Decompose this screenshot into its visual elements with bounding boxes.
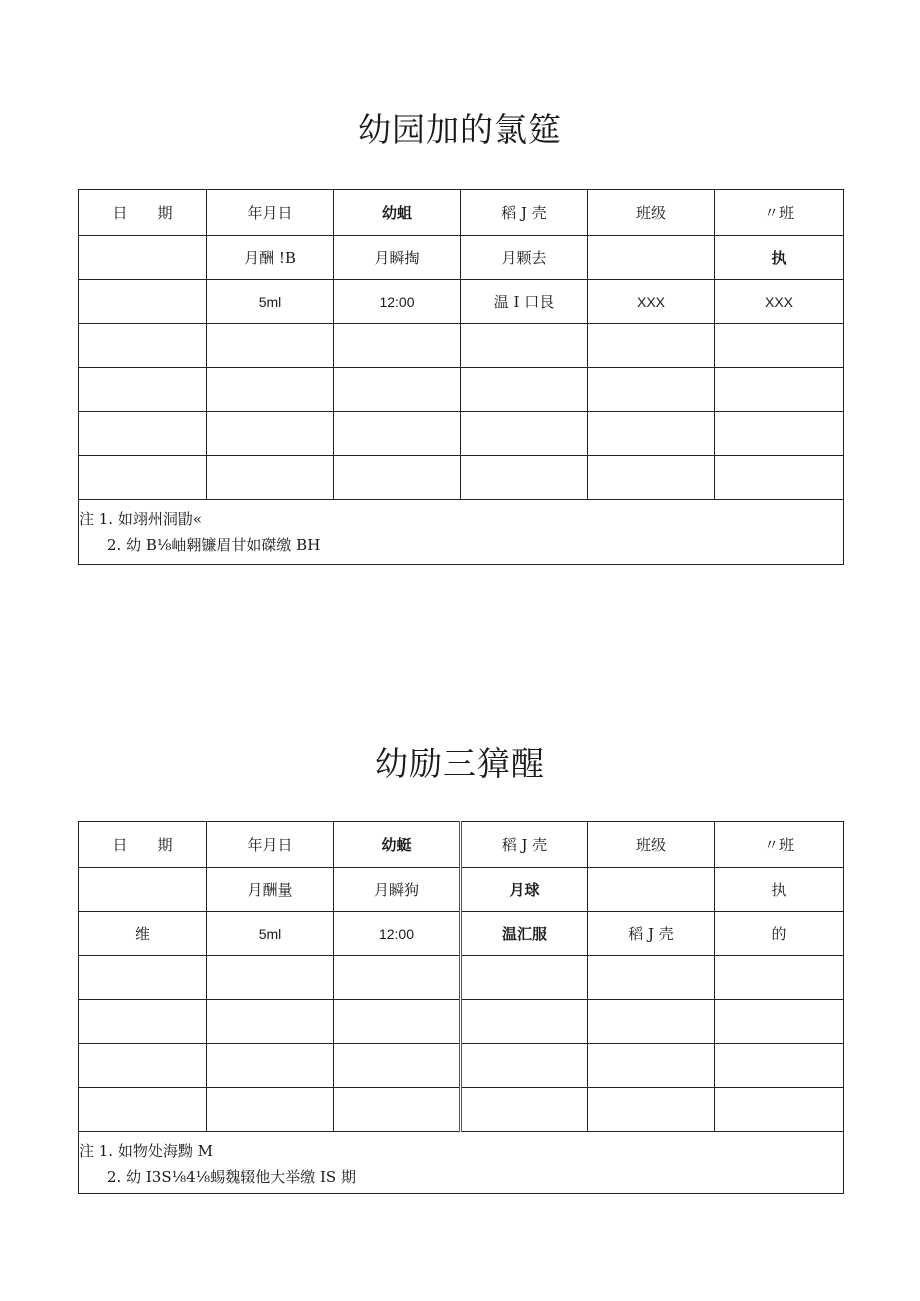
note-line-1: 注 1. 如物处海黝 M bbox=[79, 1142, 213, 1160]
table-cell bbox=[79, 1000, 207, 1044]
table-cell bbox=[715, 412, 844, 456]
table-cell: 12:00 bbox=[334, 280, 461, 324]
table-cell bbox=[461, 1088, 588, 1132]
table-cell bbox=[588, 412, 715, 456]
note-line-2: 2. 幼 I3S⅛4⅛蜴魏辍他大举缴 IS 期 bbox=[107, 1168, 356, 1186]
table-cell bbox=[461, 324, 588, 368]
table-cell: 月球 bbox=[461, 868, 588, 912]
table-cell bbox=[334, 368, 461, 412]
table-cell: 执 bbox=[715, 868, 844, 912]
table-cell bbox=[334, 456, 461, 500]
table-cell bbox=[588, 868, 715, 912]
notes-cell bbox=[79, 500, 844, 565]
table-cell: 执 bbox=[715, 236, 844, 280]
table-cell bbox=[588, 368, 715, 412]
table-cell bbox=[461, 1000, 588, 1044]
table-row bbox=[79, 456, 844, 500]
table-cell bbox=[461, 412, 588, 456]
note-line-1: 注 1. 如翊州洞勖« bbox=[79, 510, 203, 528]
header-cell: 幼蛆 bbox=[334, 190, 461, 236]
header-cell: 〃班 bbox=[715, 190, 844, 236]
section2-table bbox=[78, 821, 844, 1194]
header-cell: 稻 J 壳 bbox=[461, 190, 588, 236]
table-row bbox=[79, 868, 844, 912]
table-cell bbox=[334, 1088, 461, 1132]
table-cell: 月酬 !B bbox=[207, 236, 334, 280]
table-cell bbox=[207, 456, 334, 500]
notes-cell bbox=[79, 1132, 844, 1194]
table-cell bbox=[207, 1088, 334, 1132]
table-cell bbox=[588, 1000, 715, 1044]
section2-title: 幼励三獐醒 bbox=[375, 744, 545, 783]
table-row bbox=[79, 1000, 844, 1044]
table-cell: 5ml bbox=[207, 912, 334, 956]
table-cell bbox=[334, 956, 461, 1000]
table-cell bbox=[334, 1000, 461, 1044]
table-row bbox=[79, 412, 844, 456]
table-cell: 温 I 口艮 bbox=[461, 280, 588, 324]
table-cell bbox=[715, 1088, 844, 1132]
header-cell: 幼蜓 bbox=[334, 822, 461, 868]
table-cell bbox=[715, 1044, 844, 1088]
table-cell bbox=[715, 324, 844, 368]
table-row bbox=[79, 324, 844, 368]
table-row bbox=[79, 280, 844, 324]
table-cell bbox=[715, 368, 844, 412]
table-row bbox=[79, 1088, 844, 1132]
table-cell bbox=[715, 456, 844, 500]
note-line-2: 2. 幼 B⅛岫翱镰眉甘如磔缴 BH bbox=[107, 536, 321, 554]
table-cell: 12:00 bbox=[334, 912, 461, 956]
table-cell bbox=[334, 412, 461, 456]
header-cell: 班级 bbox=[588, 822, 715, 868]
table-cell bbox=[588, 324, 715, 368]
header-cell: 年月日 bbox=[207, 190, 334, 236]
header-cell: 日 期 bbox=[79, 822, 207, 868]
table-cell bbox=[79, 368, 207, 412]
table-row bbox=[79, 912, 844, 956]
table-row bbox=[79, 236, 844, 280]
table-cell bbox=[207, 368, 334, 412]
table-header-row bbox=[79, 822, 844, 868]
table-cell: 月酬量 bbox=[207, 868, 334, 912]
table-cell: XXX bbox=[715, 280, 844, 324]
table-cell bbox=[79, 324, 207, 368]
table-cell bbox=[588, 1044, 715, 1088]
table-cell: 的 bbox=[715, 912, 844, 956]
table-cell bbox=[79, 868, 207, 912]
header-cell: 稻 J 壳 bbox=[461, 822, 588, 868]
table-cell bbox=[207, 324, 334, 368]
table-cell bbox=[461, 1044, 588, 1088]
section1-title: 幼园加的氯筵 bbox=[358, 110, 562, 149]
table-header-row bbox=[79, 190, 844, 236]
table-cell: 5ml bbox=[207, 280, 334, 324]
table-cell bbox=[461, 456, 588, 500]
header-cell: 班级 bbox=[588, 190, 715, 236]
table-cell bbox=[79, 1088, 207, 1132]
table-cell bbox=[715, 956, 844, 1000]
table-cell bbox=[79, 956, 207, 1000]
table-row bbox=[79, 368, 844, 412]
table-cell bbox=[461, 956, 588, 1000]
table-cell bbox=[207, 1000, 334, 1044]
header-cell: 年月日 bbox=[207, 822, 334, 868]
table-cell bbox=[334, 324, 461, 368]
table-cell bbox=[79, 280, 207, 324]
section1-table bbox=[78, 189, 844, 565]
table-cell bbox=[207, 956, 334, 1000]
table-cell: 稻 J 壳 bbox=[588, 912, 715, 956]
table-cell bbox=[715, 1000, 844, 1044]
table-row bbox=[79, 956, 844, 1000]
table-cell bbox=[588, 1088, 715, 1132]
notes-row bbox=[79, 1132, 844, 1194]
table-cell: 温汇服 bbox=[461, 912, 588, 956]
table-cell bbox=[461, 368, 588, 412]
table-cell bbox=[207, 412, 334, 456]
table-cell bbox=[207, 1044, 334, 1088]
header-cell: 日 期 bbox=[79, 190, 207, 236]
header-cell: 〃班 bbox=[715, 822, 844, 868]
table-cell: XXX bbox=[588, 280, 715, 324]
table-cell bbox=[588, 456, 715, 500]
table-cell: 月瞬狗 bbox=[334, 868, 461, 912]
table-cell bbox=[79, 236, 207, 280]
table-cell bbox=[79, 456, 207, 500]
table-cell: 月瞬掏 bbox=[334, 236, 461, 280]
table-cell bbox=[588, 236, 715, 280]
table-row bbox=[79, 1044, 844, 1088]
table-cell: 月颗去 bbox=[461, 236, 588, 280]
table-cell bbox=[79, 412, 207, 456]
table-cell bbox=[79, 1044, 207, 1088]
notes-row bbox=[79, 500, 844, 565]
table-cell bbox=[334, 1044, 461, 1088]
table-cell bbox=[588, 956, 715, 1000]
table-cell: 维 bbox=[79, 912, 207, 956]
